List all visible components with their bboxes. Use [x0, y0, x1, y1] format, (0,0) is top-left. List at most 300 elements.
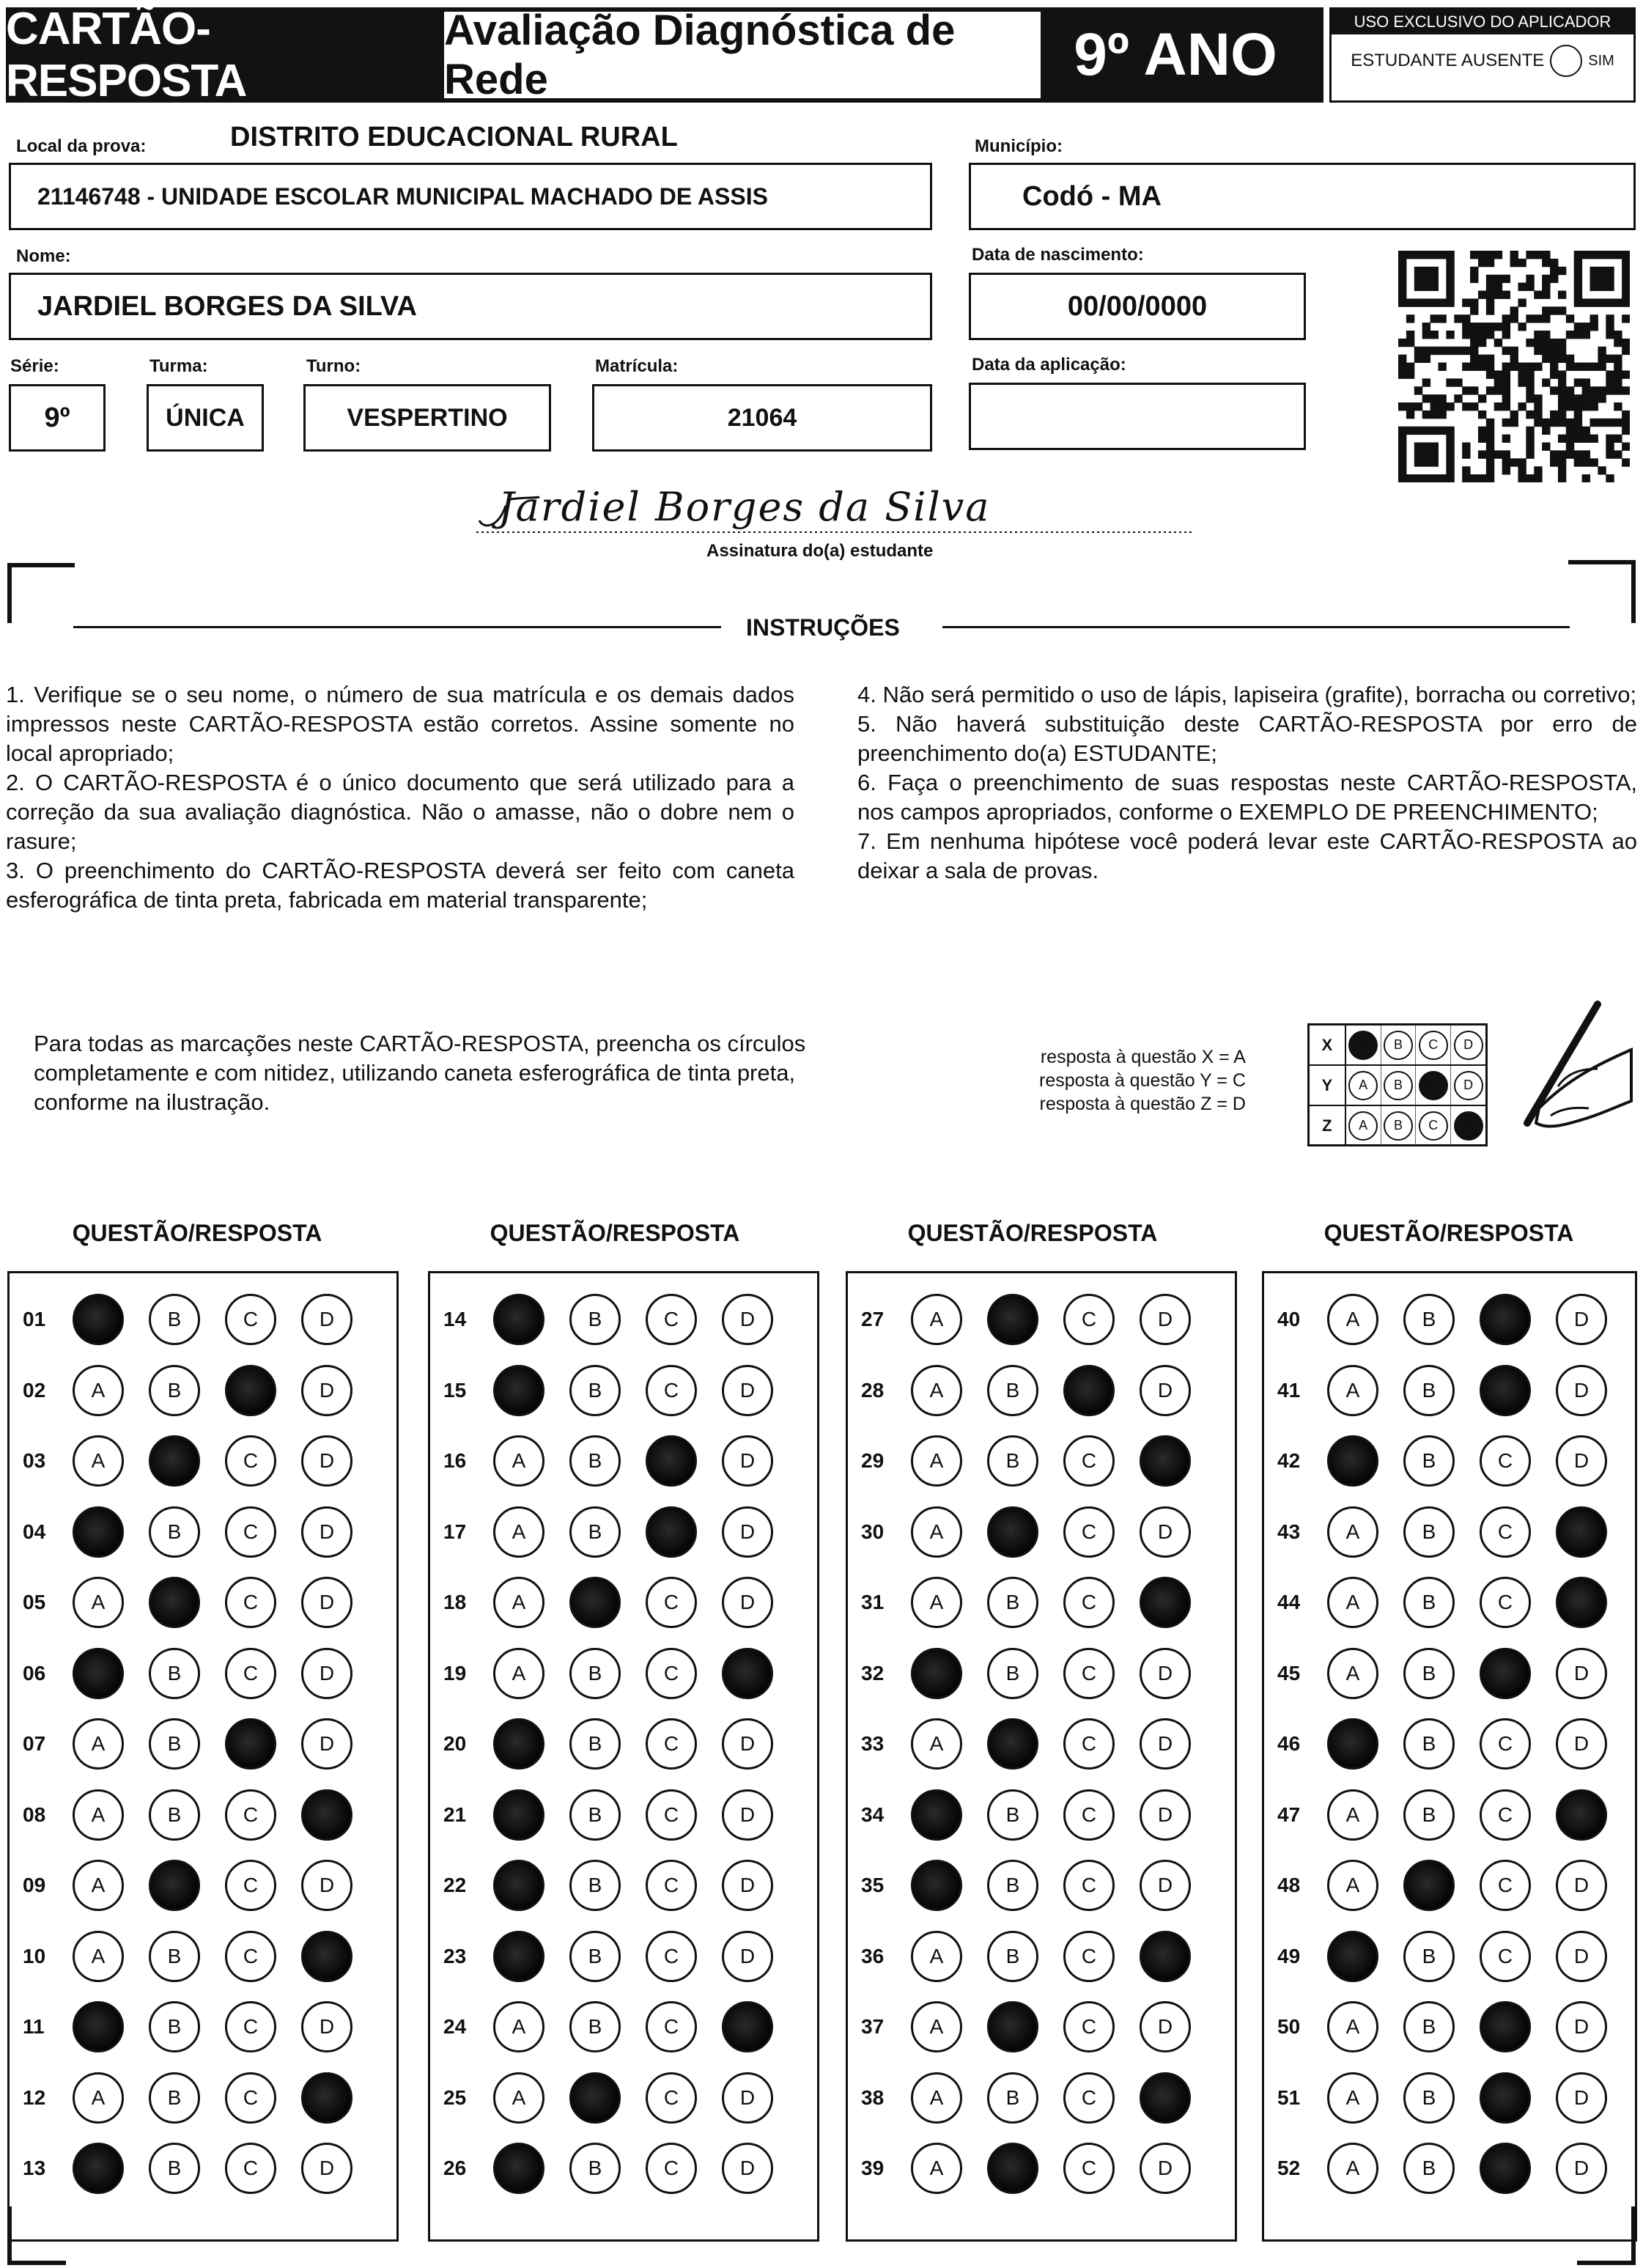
question-number: 10: [23, 1944, 46, 1967]
answer-bubble-a[interactable]: A: [911, 1435, 962, 1487]
answer-bubble-b[interactable]: B: [569, 1718, 621, 1770]
answer-bubble-b[interactable]: B: [149, 2001, 200, 2052]
example-bubble: B: [1384, 1031, 1413, 1060]
answer-bubble-c[interactable]: C: [225, 2143, 276, 2194]
answer-bubble-d[interactable]: [1140, 1931, 1191, 1982]
answer-bubble-c[interactable]: [225, 1365, 276, 1416]
answer-bubble-a[interactable]: A: [73, 1860, 124, 1911]
question-number: 06: [23, 1661, 46, 1685]
answer-bubble-b[interactable]: B: [1403, 1718, 1455, 1770]
answer-bubble-d[interactable]: D: [722, 1931, 773, 1982]
answer-bubble-a[interactable]: A: [911, 1577, 962, 1628]
answer-bubble-d[interactable]: [1140, 1577, 1191, 1628]
nome-field: [9, 273, 932, 340]
municipio-value: Codó - MA: [1022, 180, 1162, 212]
answer-bubble-b[interactable]: B: [987, 1789, 1038, 1841]
answer-bubble-a[interactable]: A: [911, 1506, 962, 1558]
question-number: 08: [23, 1803, 46, 1826]
question-number: 12: [23, 2085, 46, 2109]
answer-bubble-b[interactable]: B: [1403, 1506, 1455, 1558]
answer-bubble-d[interactable]: D: [301, 1294, 352, 1345]
answer-bubble-b[interactable]: [1403, 1860, 1455, 1911]
answer-bubble-d[interactable]: [1140, 2072, 1191, 2124]
corner-mark: [1577, 2261, 1636, 2265]
applicator-box: [1329, 7, 1636, 103]
answer-bubble-c[interactable]: [646, 1435, 697, 1487]
answer-bubble-d[interactable]: D: [301, 1506, 352, 1558]
question-number: 09: [23, 1874, 46, 1896]
answer-bubble-c[interactable]: C: [1063, 1648, 1115, 1699]
answer-bubble-b[interactable]: B: [569, 1931, 621, 1982]
answer-bubble-a[interactable]: A: [1327, 1789, 1378, 1841]
answer-bubble-a[interactable]: [493, 1860, 544, 1911]
answer-bubble-d[interactable]: D: [722, 1860, 773, 1911]
answer-bubble-c[interactable]: C: [225, 1577, 276, 1628]
question-number: 36: [861, 1944, 885, 1967]
example-bubble: C: [1419, 1031, 1448, 1060]
answer-bubble-b[interactable]: [987, 1294, 1038, 1345]
instruction-item: 6. Faça o preenchimento de suas respostas neste CARTÃO-RESPOSTA, nos campos apropriados, conforme o EXEMPLO DE PREENCHIMENTO;: [857, 770, 1637, 825]
answer-bubble-d[interactable]: D: [722, 2143, 773, 2194]
answer-bubble-a[interactable]: [1327, 1931, 1378, 1982]
answer-bubble-d[interactable]: D: [301, 1435, 352, 1487]
question-number: 24: [443, 2015, 467, 2038]
answer-bubble-b[interactable]: B: [569, 1789, 621, 1841]
answer-bubble-b[interactable]: [987, 1718, 1038, 1770]
answer-bubble-a[interactable]: A: [911, 1931, 962, 1982]
answer-bubble-b[interactable]: [149, 1435, 200, 1487]
answer-bubble-c[interactable]: C: [646, 1860, 697, 1911]
answer-row: [848, 1851, 1235, 1920]
answer-bubble-a[interactable]: A: [493, 2072, 544, 2124]
answer-bubble-d[interactable]: D: [722, 1506, 773, 1558]
answer-bubble-d[interactable]: [301, 1931, 352, 1982]
answer-row: [1264, 1639, 1635, 1708]
answer-bubble-d[interactable]: D: [301, 1365, 352, 1416]
answer-bubble-b[interactable]: B: [569, 1860, 621, 1911]
answer-bubble-b[interactable]: [987, 1506, 1038, 1558]
answer-bubble-d[interactable]: D: [1556, 2001, 1607, 2052]
question-number: 14: [443, 1308, 467, 1330]
answer-bubble-b[interactable]: B: [569, 2001, 621, 2052]
hand-pen-icon: [1488, 998, 1634, 1145]
answer-bubble-c[interactable]: C: [646, 2001, 697, 2052]
answer-bubble-a[interactable]: A: [493, 2001, 544, 2052]
example-bubble: B: [1384, 1111, 1413, 1141]
answer-column: [1262, 1271, 1637, 2242]
answer-bubble-c[interactable]: C: [1063, 1506, 1115, 1558]
answer-bubble-b[interactable]: B: [987, 2072, 1038, 2124]
answer-bubble-b[interactable]: B: [1403, 1435, 1455, 1487]
answer-bubble-d[interactable]: D: [1140, 1294, 1191, 1345]
question-number: 20: [443, 1732, 467, 1755]
question-number: 05: [23, 1591, 46, 1613]
answer-bubble-d[interactable]: [1556, 1577, 1607, 1628]
answer-bubble-a[interactable]: A: [1327, 2072, 1378, 2124]
answer-bubble-d[interactable]: D: [1556, 1365, 1607, 1416]
answer-bubble-d[interactable]: D: [1140, 1365, 1191, 1416]
question-number: 35: [861, 1874, 885, 1896]
question-number: 13: [23, 2157, 46, 2179]
instruction-item: 7. Em nenhuma hipótese você poderá levar este CARTÃO-RESPOSTA ao deixar a sala de provas.: [857, 828, 1637, 883]
answer-bubble-a[interactable]: A: [911, 2072, 962, 2124]
answer-bubble-b[interactable]: B: [987, 1860, 1038, 1911]
answer-bubble-c[interactable]: C: [1063, 1577, 1115, 1628]
answer-bubble-c[interactable]: [225, 1718, 276, 1770]
answer-bubble-a[interactable]: A: [73, 1577, 124, 1628]
question-number: 32: [861, 1661, 885, 1685]
answer-bubble-b[interactable]: B: [1403, 2072, 1455, 2124]
signature: [469, 484, 1202, 542]
answer-bubble-d[interactable]: D: [1140, 1860, 1191, 1911]
nascimento-value: 00/00/0000: [1067, 290, 1208, 322]
answer-bubble-b[interactable]: B: [987, 1648, 1038, 1699]
answer-bubble-c[interactable]: C: [1480, 1435, 1531, 1487]
answer-row: [430, 1922, 817, 1991]
answer-bubble-d[interactable]: D: [1140, 2001, 1191, 2052]
answer-bubble-c[interactable]: C: [1063, 2072, 1115, 2124]
answer-bubble-c[interactable]: C: [646, 1931, 697, 1982]
column-header: QUESTÃO/RESPOSTA: [490, 1220, 740, 1246]
answer-bubble-c[interactable]: [1480, 2143, 1531, 2194]
question-number: 49: [1277, 1944, 1301, 1967]
answer-bubble-a[interactable]: A: [911, 2001, 962, 2052]
answer-bubble-a[interactable]: [911, 1648, 962, 1699]
answer-bubble-c[interactable]: [1063, 1365, 1115, 1416]
answer-bubble-b[interactable]: B: [1403, 1577, 1455, 1628]
answer-bubble-a[interactable]: A: [73, 1931, 124, 1982]
answer-bubble-d[interactable]: D: [722, 1789, 773, 1841]
answer-bubble-a[interactable]: A: [1327, 1577, 1378, 1628]
answer-bubble-b[interactable]: B: [1403, 2143, 1455, 2194]
example-bubble: C: [1419, 1111, 1448, 1141]
answer-bubble-b[interactable]: B: [1403, 1789, 1455, 1841]
answer-bubble-b[interactable]: B: [149, 1365, 200, 1416]
answer-bubble-a[interactable]: A: [493, 1577, 544, 1628]
answer-row: [430, 1851, 817, 1920]
answer-bubble-a[interactable]: A: [73, 1365, 124, 1416]
grade-label: 9º ANO: [1044, 7, 1307, 103]
matricula-value: 21064: [727, 403, 797, 432]
answer-bubble-c[interactable]: [1480, 2072, 1531, 2124]
answer-bubble-a[interactable]: A: [911, 1365, 962, 1416]
absent-option-label: SIM: [1588, 52, 1614, 69]
answer-row: [848, 1709, 1235, 1778]
answer-bubble-b[interactable]: [149, 1577, 200, 1628]
answer-bubble-d[interactable]: D: [1556, 2072, 1607, 2124]
answer-bubble-d[interactable]: D: [1556, 1860, 1607, 1911]
answer-row: [430, 2134, 817, 2203]
answer-bubble-b[interactable]: B: [987, 1577, 1038, 1628]
answer-bubble-b[interactable]: B: [569, 2143, 621, 2194]
answer-bubble-d[interactable]: D: [301, 1577, 352, 1628]
answer-bubble-c[interactable]: C: [225, 1931, 276, 1982]
corner-mark: [7, 2206, 12, 2265]
answer-bubble-b[interactable]: B: [149, 2143, 200, 2194]
answer-bubble-d[interactable]: D: [1556, 1294, 1607, 1345]
signature-caption: Assinatura do(a) estudante: [706, 541, 934, 561]
answer-bubble-d[interactable]: D: [1556, 1718, 1607, 1770]
answer-bubble-a[interactable]: A: [911, 2143, 962, 2194]
answer-bubble-a[interactable]: A: [73, 1789, 124, 1841]
answer-bubble-d[interactable]: D: [722, 1435, 773, 1487]
answer-bubble-c[interactable]: [1480, 1648, 1531, 1699]
answer-column: [428, 1271, 819, 2242]
answer-bubble-a[interactable]: [73, 1294, 124, 1345]
question-number: 45: [1277, 1661, 1301, 1685]
example-bubble: D: [1454, 1031, 1483, 1060]
answer-bubble-d[interactable]: D: [722, 1577, 773, 1628]
answer-bubble-c[interactable]: C: [1480, 1789, 1531, 1841]
column-header: QUESTÃO/RESPOSTA: [72, 1220, 322, 1246]
answer-bubble-b[interactable]: B: [1403, 1648, 1455, 1699]
answer-bubble-c[interactable]: C: [646, 1718, 697, 1770]
answer-bubble-a[interactable]: [1327, 1435, 1378, 1487]
answer-bubble-d[interactable]: D: [1140, 1648, 1191, 1699]
answer-bubble-b[interactable]: B: [569, 1365, 621, 1416]
answer-bubble-d[interactable]: D: [1140, 1718, 1191, 1770]
answer-bubble-c[interactable]: C: [1063, 1294, 1115, 1345]
answer-bubble-b[interactable]: [569, 2072, 621, 2124]
question-number: 02: [23, 1378, 46, 1402]
answer-bubble-b[interactable]: B: [1403, 2001, 1455, 2052]
answer-bubble-c[interactable]: C: [1063, 2001, 1115, 2052]
signature-text: Jardiel Borges da Silva: [498, 484, 991, 530]
answer-bubble-d[interactable]: D: [301, 1648, 352, 1699]
answer-bubble-b[interactable]: B: [569, 1648, 621, 1699]
answer-bubble-d[interactable]: [722, 2001, 773, 2052]
example-row-label: X: [1310, 1026, 1346, 1064]
answer-row: [848, 1356, 1235, 1425]
absent-checkbox[interactable]: [1550, 45, 1582, 77]
answer-bubble-b[interactable]: B: [1403, 1365, 1455, 1416]
answer-bubble-d[interactable]: D: [1140, 1506, 1191, 1558]
question-number: 39: [861, 2157, 885, 2179]
answer-bubble-b[interactable]: B: [987, 1931, 1038, 1982]
answer-bubble-a[interactable]: A: [911, 1718, 962, 1770]
answer-bubble-c[interactable]: C: [225, 2001, 276, 2052]
answer-bubble-b[interactable]: B: [987, 1435, 1038, 1487]
local-field: [9, 163, 932, 230]
local-value: 21146748 - UNIDADE ESCOLAR MUNICIPAL MACHADO DE ASSIS: [37, 183, 768, 210]
instruction-item: 5. Não haverá substituição deste CARTÃO-RESPOSTA por erro de preenchimento do(a) ESTUDANTE;: [857, 711, 1637, 766]
question-number: 15: [443, 1378, 467, 1402]
answer-bubble-d[interactable]: [301, 2072, 352, 2124]
question-number: 07: [23, 1732, 46, 1755]
answer-bubble-c[interactable]: C: [225, 1860, 276, 1911]
answer-bubble-a[interactable]: A: [1327, 2143, 1378, 2194]
question-number: 42: [1277, 1449, 1301, 1472]
answer-bubble-a[interactable]: A: [493, 1435, 544, 1487]
answer-bubble-c[interactable]: C: [646, 1577, 697, 1628]
answer-bubble-b[interactable]: B: [149, 1648, 200, 1699]
instructions-title: INSTRUÇÕES: [746, 614, 900, 641]
answer-bubble-c[interactable]: C: [1063, 1435, 1115, 1487]
instructions-right: [857, 680, 1637, 886]
answer-bubble-a[interactable]: A: [1327, 1506, 1378, 1558]
answer-bubble-a[interactable]: A: [493, 1648, 544, 1699]
instruction-item: 2. O CARTÃO-RESPOSTA é o único documento que será utilizado para a correção da sua avaliação diagnóstica. Não o amasse, não o dobre nem o rasure;: [6, 770, 794, 854]
question-number: 04: [23, 1520, 46, 1543]
answer-bubble-a[interactable]: [493, 1365, 544, 1416]
answer-bubble-a[interactable]: [1327, 1718, 1378, 1770]
answer-bubble-c[interactable]: C: [225, 1506, 276, 1558]
answer-bubble-d[interactable]: D: [722, 2072, 773, 2124]
answer-bubble-c[interactable]: C: [646, 2072, 697, 2124]
answer-bubble-d[interactable]: [1140, 1435, 1191, 1487]
answer-bubble-c[interactable]: C: [1480, 1931, 1531, 1982]
answer-bubble-c[interactable]: [1480, 1365, 1531, 1416]
answer-bubble-a[interactable]: A: [1327, 1365, 1378, 1416]
answer-bubble-a[interactable]: [911, 1860, 962, 1911]
answer-bubble-a[interactable]: [73, 2001, 124, 2052]
answer-bubble-a[interactable]: A: [73, 1435, 124, 1487]
answer-bubble-d[interactable]: [301, 1789, 352, 1841]
answer-bubble-d[interactable]: D: [301, 1718, 352, 1770]
answer-bubble-d[interactable]: D: [722, 1365, 773, 1416]
answer-bubble-d[interactable]: D: [301, 2001, 352, 2052]
answer-bubble-a[interactable]: [73, 2143, 124, 2194]
answer-bubble-c[interactable]: C: [1063, 1789, 1115, 1841]
answer-bubble-d[interactable]: D: [1140, 2143, 1191, 2194]
answer-bubble-a[interactable]: A: [73, 1718, 124, 1770]
answer-bubble-b[interactable]: B: [569, 1294, 621, 1345]
corner-mark: [7, 2261, 66, 2265]
answer-bubble-c[interactable]: C: [1480, 1506, 1531, 1558]
question-number: 48: [1277, 1874, 1301, 1896]
answer-bubble-c[interactable]: C: [1063, 1718, 1115, 1770]
answer-row: [848, 1285, 1235, 1354]
answer-bubble-c[interactable]: C: [1063, 1931, 1115, 1982]
answer-bubble-a[interactable]: [493, 1294, 544, 1345]
answer-bubble-d[interactable]: D: [1140, 1789, 1191, 1841]
question-number: 34: [861, 1803, 885, 1826]
answer-bubble-a[interactable]: [493, 2143, 544, 2194]
answer-row: [10, 1498, 396, 1566]
matricula-label: Matrícula:: [595, 356, 679, 376]
answer-bubble-c[interactable]: C: [646, 1648, 697, 1699]
answer-row: [1264, 1709, 1635, 1778]
answer-bubble-d[interactable]: D: [722, 1718, 773, 1770]
answer-bubble-b[interactable]: B: [149, 1789, 200, 1841]
answer-bubble-b[interactable]: B: [149, 2072, 200, 2124]
answer-bubble-d[interactable]: D: [722, 1294, 773, 1345]
answer-bubble-b[interactable]: [987, 2143, 1038, 2194]
answer-bubble-d[interactable]: D: [1556, 1931, 1607, 1982]
answer-bubble-c[interactable]: C: [1480, 1860, 1531, 1911]
answer-bubble-a[interactable]: A: [73, 2072, 124, 2124]
answer-bubble-b[interactable]: B: [1403, 1294, 1455, 1345]
answer-bubble-b[interactable]: [569, 1577, 621, 1628]
answer-bubble-a[interactable]: [493, 1718, 544, 1770]
answer-bubble-c[interactable]: [1480, 1294, 1531, 1345]
answer-bubble-c[interactable]: [1480, 2001, 1531, 2052]
example-row: [1310, 1026, 1485, 1066]
question-number: 38: [861, 2085, 885, 2109]
example-bubble: B: [1384, 1071, 1413, 1100]
corner-mark: [1631, 560, 1636, 623]
answer-bubble-c[interactable]: C: [1480, 1577, 1531, 1628]
answer-bubble-c[interactable]: C: [225, 1648, 276, 1699]
answer-bubble-a[interactable]: [493, 1931, 544, 1982]
answer-bubble-d[interactable]: [1556, 1506, 1607, 1558]
answer-bubble-a[interactable]: A: [1327, 2001, 1378, 2052]
answer-bubble-a[interactable]: A: [1327, 1648, 1378, 1699]
answer-row: [430, 1781, 817, 1849]
example-row: [1310, 1106, 1485, 1145]
answer-bubble-d[interactable]: D: [301, 1860, 352, 1911]
answer-bubble-d[interactable]: D: [1556, 1435, 1607, 1487]
answer-bubble-c[interactable]: C: [225, 1789, 276, 1841]
answer-bubble-d[interactable]: [722, 1648, 773, 1699]
answer-bubble-c[interactable]: C: [646, 1294, 697, 1345]
answer-column: [7, 1271, 399, 2242]
answer-bubble-d[interactable]: D: [301, 2143, 352, 2194]
answer-row: [10, 2063, 396, 2132]
question-number: 27: [861, 1308, 885, 1330]
answer-bubble-d[interactable]: [1556, 1789, 1607, 1841]
answer-bubble-b[interactable]: B: [569, 1506, 621, 1558]
example-legend-item: resposta à questão X = A: [1040, 1047, 1246, 1067]
answer-bubble-b[interactable]: B: [149, 1294, 200, 1345]
answer-bubble-c[interactable]: C: [1063, 1860, 1115, 1911]
answer-bubble-a[interactable]: [73, 1648, 124, 1699]
answer-row: [10, 1426, 396, 1495]
answer-bubble-c[interactable]: C: [225, 1435, 276, 1487]
answer-bubble-a[interactable]: [493, 1789, 544, 1841]
answer-bubble-c[interactable]: C: [646, 1789, 697, 1841]
answer-bubble-b[interactable]: B: [569, 1435, 621, 1487]
answer-row: [10, 1851, 396, 1920]
answer-bubble-c[interactable]: C: [646, 2143, 697, 2194]
local-district: DISTRITO EDUCACIONAL RURAL: [230, 122, 678, 152]
answer-bubble-b[interactable]: [987, 2001, 1038, 2052]
question-number: 21: [443, 1803, 467, 1826]
answer-bubble-a[interactable]: [911, 1789, 962, 1841]
qr-code: [1398, 251, 1630, 482]
answer-bubble-c[interactable]: C: [1480, 1718, 1531, 1770]
answer-row: [1264, 1922, 1635, 1991]
question-number: 01: [23, 1308, 46, 1330]
answer-bubble-b[interactable]: [149, 1860, 200, 1911]
answer-column: [846, 1271, 1237, 2242]
answer-bubble-d[interactable]: D: [1556, 2143, 1607, 2194]
question-number: 50: [1277, 2015, 1301, 2038]
answer-bubble-c[interactable]: C: [225, 2072, 276, 2124]
answer-bubble-a[interactable]: A: [911, 1294, 962, 1345]
nome-label: Nome:: [16, 246, 71, 266]
answer-bubble-b[interactable]: B: [149, 1718, 200, 1770]
answer-bubble-a[interactable]: A: [1327, 1860, 1378, 1911]
answer-bubble-a[interactable]: [73, 1506, 124, 1558]
answer-row: [430, 1498, 817, 1566]
question-number: 46: [1277, 1732, 1301, 1755]
answer-bubble-a[interactable]: A: [1327, 1294, 1378, 1345]
answer-row: [1264, 1851, 1635, 1920]
answer-bubble-b[interactable]: B: [987, 1365, 1038, 1416]
answer-bubble-a[interactable]: A: [493, 1506, 544, 1558]
answer-bubble-c[interactable]: C: [225, 1294, 276, 1345]
divider: [73, 626, 721, 628]
answer-bubble-b[interactable]: B: [149, 1506, 200, 1558]
answer-bubble-c[interactable]: C: [646, 1365, 697, 1416]
answer-bubble-d[interactable]: D: [1556, 1648, 1607, 1699]
instruction-item: 1. Verifique se o seu nome, o número de sua matrícula e os demais dados impressos neste CARTÃO-RESPOSTA estão corretos. Assine somente no local apropriado;: [6, 682, 794, 766]
answer-bubble-c[interactable]: C: [1063, 2143, 1115, 2194]
answer-bubble-b[interactable]: B: [149, 1931, 200, 1982]
answer-bubble-b[interactable]: B: [1403, 1931, 1455, 1982]
answer-bubble-c[interactable]: [646, 1506, 697, 1558]
